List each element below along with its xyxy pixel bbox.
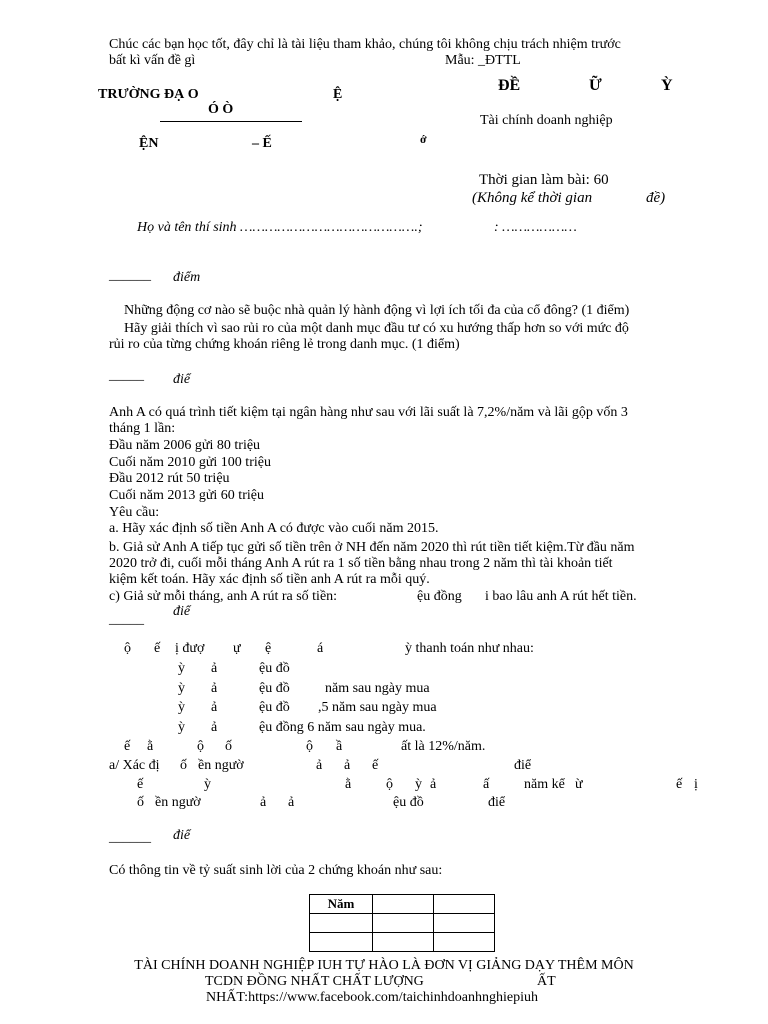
question-b-frag: ỳ [415,777,422,792]
payment-frag: ả [211,681,218,696]
question-b-frag: ế [676,777,683,792]
payment-frag: ả [211,720,218,735]
candidate-id-line: : ……………… [494,220,577,235]
rate-frag: ộ [197,739,204,754]
requirements-label: Yêu cầu: [109,505,160,520]
question-a-frag: điể [514,758,532,773]
question-c-frag: điể [488,795,506,810]
section-3-marker: _____ [109,612,144,627]
table-row [310,933,495,952]
savings-event: Cuối năm 2013 gửi 60 triệu [109,488,264,503]
question-c-frag: ền ngườ [155,795,201,810]
time-note-1: (Không kể thời gian [472,190,593,206]
payment-frag: ỳ [178,681,185,696]
table-cell [434,933,495,952]
rate-frag: ất là 12%/năm. [401,739,486,754]
table-cell [310,933,373,952]
footer-link[interactable]: NHẤT:https://www.facebook.com/taichinhdoanhnghiepiuh [206,990,538,1005]
question-b-frag: ộ [386,777,393,792]
payment-frag: ỳ [178,661,185,676]
question-a-frag: ố [180,758,187,773]
requirement-c-line-1: c) Giả sử mỗi tháng, anh A rút ra số tiền: [109,589,338,604]
question-b-frag: ấ [483,777,490,792]
section-3-points: điể [173,604,191,619]
school-name-fragment: Ệ [333,87,343,102]
question-a-frag: ền ngườ [198,758,244,773]
footer-line-1: TÀI CHÍNH DOANH NGHIỆP IUH TỰ HÀO LÀ ĐƠN VỊ GIẢNG DẠY THÊM MÔN [134,958,634,973]
requirement-b-line-1: b. Giả sử Anh A tiếp tục gửi số tiền trên ở NH đến năm 2020 thì rút tiền tiết kiệm.Từ đầu năm [109,540,635,555]
rate-frag: ầ [336,739,343,754]
question-2-line-2: rủi ro của từng chứng khoán riêng lẻ trong danh mục. (1 điểm) [109,337,460,352]
bond-intro-frag: ị đượ [175,641,205,656]
requirement-a: a. Hãy xác định số tiền Anh A có được vào cuối năm 2015. [109,521,439,536]
bond-intro-frag: ự [233,641,241,656]
section-4-points: điể [173,828,191,843]
question-b-frag: năm kể [524,777,565,792]
disclaimer-line-1: Chúc các bạn học tốt, đây chỉ là tài liệu tham khảo, chúng tôi không chịu trách nhiệm trước [109,37,621,52]
section-1-marker: ______ [109,268,151,283]
bond-intro-frag: ỳ thanh toán như nhau: [405,641,534,656]
payment-frag: ỳ [178,720,185,735]
returns-table [309,894,495,952]
question-1: Những động cơ nào sẽ buộc nhà quản lý hành động vì lợi ích tối đa của cổ đông? (1 điểm) [124,303,630,318]
section-2-marker: _____ [109,368,144,383]
payment-frag: ệu đồ [259,700,290,715]
payment-frag: ỳ [178,700,185,715]
requirement-c-fragment-2: i bao lâu anh A rút hết tiền. [485,589,637,604]
savings-intro-1: Anh A có quá trình tiết kiệm tại ngân hàng như sau với lãi suất là 7,2%/năm và lãi gộp vốn 3 [109,405,628,420]
form-code: Mẫu: _ĐTTL [445,53,521,68]
question-c-frag: ả [288,795,295,810]
payment-frag: ,5 năm sau ngày mua [318,700,437,715]
savings-event: Cuối năm 2010 gửi 100 triệu [109,455,271,470]
section-2-points: điể [173,372,191,387]
department: ỆN [139,136,159,151]
rate-frag: ố [225,739,232,754]
exam-title-2: Ữ [589,77,602,94]
footer-line-2-fragment: ẤT [537,974,556,989]
question-a-frag: a/ Xác đị [109,758,160,773]
school-subtitle: Ó Ò [208,102,234,117]
rate-frag: ằ [147,739,154,754]
payment-frag: năm sau ngày mua [325,681,430,696]
payment-frag: ả [211,661,218,676]
question-b-frag: ỳ [204,777,211,792]
table-cell [434,895,495,914]
question-a-frag: ả [344,758,351,773]
question-c-frag: ệu đồ [393,795,424,810]
table-header-year: Năm [310,895,373,914]
payment-frag: ệu đồ [259,681,290,696]
footer-line-2: TCDN ĐỒNG NHẤT CHẤT LƯỢNG [205,974,424,989]
table-row [310,895,495,914]
table-cell [373,914,434,933]
payment-frag: ệu đồng 6 năm sau ngày mua. [259,720,426,735]
table-cell [373,895,434,914]
question-2-line-1: Hãy giải thích vì sao rủi ro của một danh mục đầu tư có xu hướng thấp hơn so với mức độ [124,321,629,336]
section-1-points: điểm [173,270,201,285]
bond-intro-frag: ệ [265,641,272,656]
rate-frag: ộ [306,739,313,754]
time-label: Thời gian làm bài: 60 [479,172,609,188]
requirement-c-fragment-1: ệu đồng [417,589,462,604]
question-c-frag: ố [137,795,144,810]
candidate-name-line: Họ và tên thí sinh …………………………………….; [137,220,423,235]
subject: Tài chính doanh nghiệp [480,113,613,128]
question-a-frag: ế [372,758,379,773]
question-b-frag: ị [694,777,698,792]
question-b-frag: ế [137,777,144,792]
exam-title-1: ĐỀ [498,77,521,94]
bond-intro-frag: ế [154,641,161,656]
table-row [310,914,495,933]
disclaimer-line-2: bất kì vấn đề gì [109,53,196,68]
savings-event: Đầu 2012 rút 50 triệu [109,471,230,486]
question-b-frag: ằ [345,777,352,792]
exam-title-3: Ỳ [661,77,673,94]
savings-event: Đầu năm 2006 gửi 80 triệu [109,438,261,453]
time-note-2: đề) [646,190,666,206]
savings-intro-2: tháng 1 lần: [109,421,176,436]
school-name: TRƯỜNG ĐẠ O [98,87,199,102]
payment-frag: ệu đồ [259,661,290,676]
school-underline [160,121,302,122]
returns-intro: Có thông tin về tỷ suất sinh lời của 2 chứng khoán như sau: [109,863,443,878]
question-b-frag: ả [430,777,437,792]
question-b-frag: ừ [575,777,583,792]
header-small-fragment: ớ [420,132,427,146]
requirement-b-line-3: kiệm kết toán. Hãy xác định số tiền anh A rút ra mỗi quý. [109,572,430,587]
department-fragment: – Ế [252,136,272,151]
table-cell [434,914,495,933]
table-cell [373,933,434,952]
question-c-frag: ả [260,795,267,810]
question-a-frag: ả [316,758,323,773]
bond-intro-frag: á [317,641,324,656]
requirement-b-line-2: 2020 trở đi, cuối mỗi tháng Anh A rút ra 1 số tiền bằng nhau trong 2 năm thì tài khoản tiết [109,556,613,571]
rate-frag: ế [124,739,131,754]
section-4-marker: ______ [109,830,151,845]
bond-intro-frag: ộ [124,641,131,656]
payment-frag: ả [211,700,218,715]
table-cell [310,914,373,933]
